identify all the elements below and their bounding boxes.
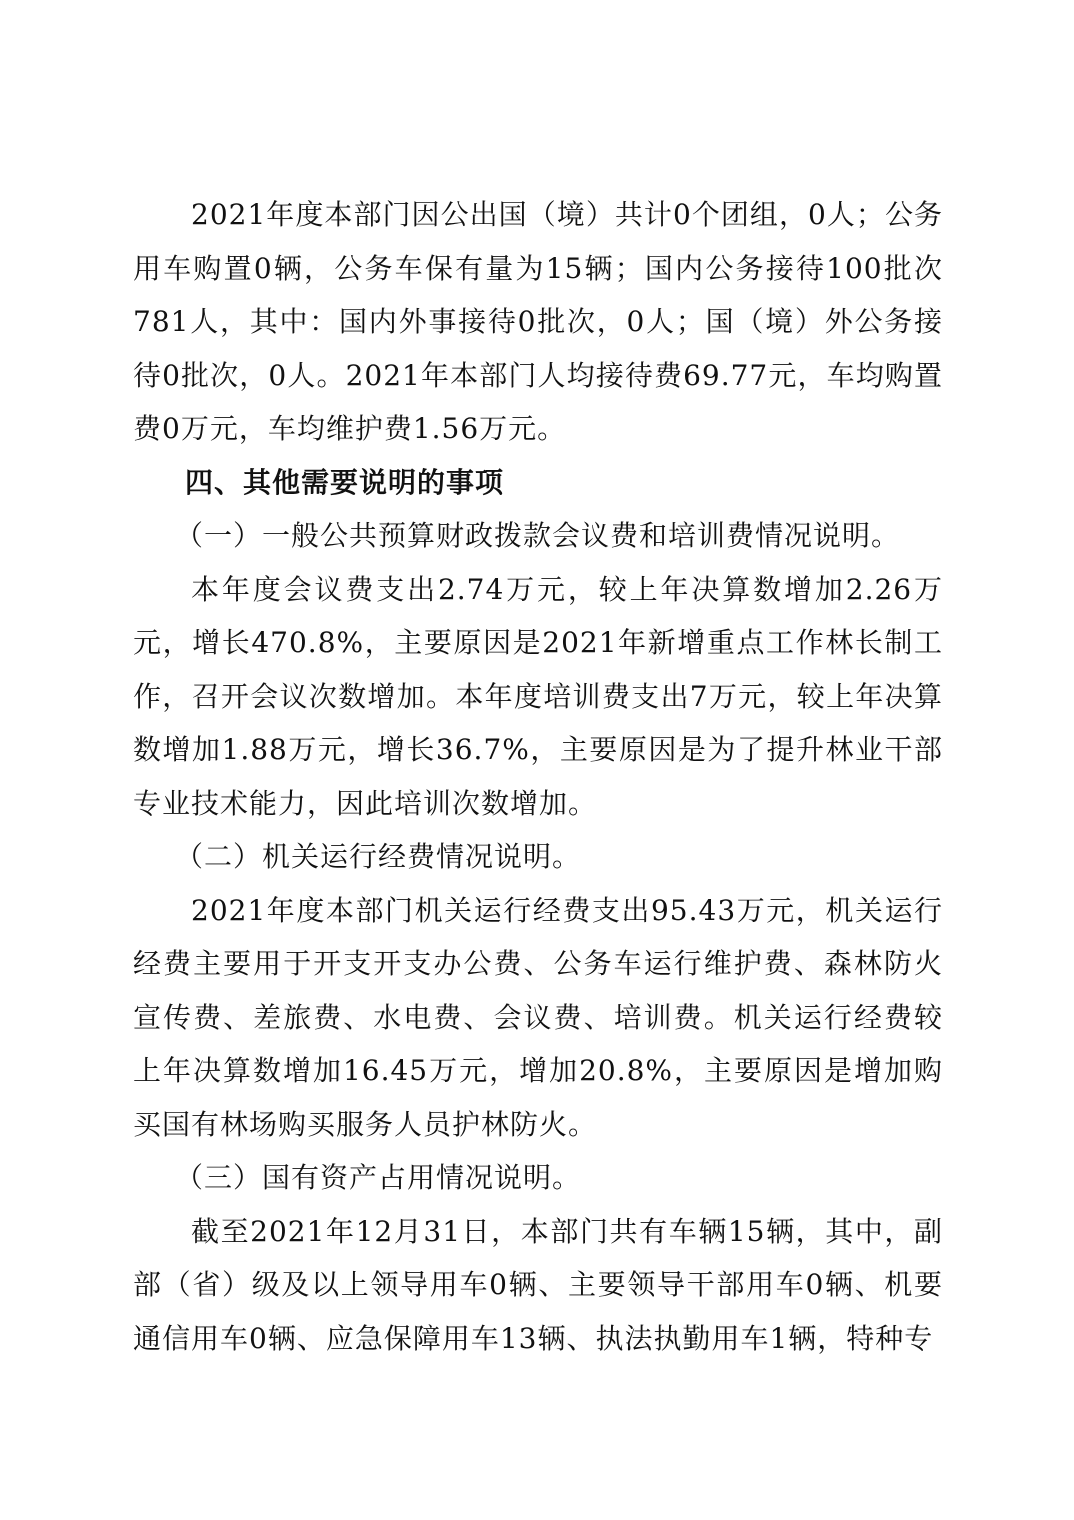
subheading-state-assets: （三）国有资产占用情况说明。 <box>175 1161 582 1194</box>
subheading-meeting-training-fees: （一）一般公共预算财政拨款会议费和培训费情况说明。 <box>175 519 901 552</box>
paragraph-official-reception-summary: 2021年度本部门因公出国（境）共计0个团组，0人；公务用车购置0辆，公务车保有量为15辆；国内公务接待100批次781人，其中：国内外事接待0批次，0人；国（境）外公务接待0批次，0人。2021年本部门人均接待费69.77元，车均购置费0万元，车均维护费1.56万元。 <box>133 198 943 445</box>
paragraph-operating-expenses: 2021年度本部门机关运行经费支出95.43万元，机关运行经费主要用于开支开支办公费、公务车运行维护费、森林防火宣传费、差旅费、水电费、会议费、培训费。机关运行经费较上年决算数增加16.45万元，增加20.8%，主要原因是增加购买国有林场购买服务人员护林防火。 <box>133 893 943 1141</box>
subheading-operating-expenses: （二）机关运行经费情况说明。 <box>175 840 582 873</box>
paragraph-meeting-training-fees: 本年度会议费支出2.74万元，较上年决算数增加2.26万元，增长470.8%，主要原因是2021年新增重点工作林长制工作，召开会议次数增加。本年度培训费支出7万元，较上年决算数增加1.88万元，增长36.7%，主要原因是为了提升林业干部专业技术能力，因此培训次数增加。 <box>133 572 943 820</box>
section-heading-other-matters: 四、其他需要说明的事项 <box>185 465 505 499</box>
body-text <box>133 188 943 1365</box>
paragraph-state-assets: 截至2021年12月31日，本部门共有车辆15辆，其中，副部（省）级及以上领导用车0辆、主要领导干部用车0辆、机要通信用车0辆、应急保障用车13辆、执法执勤用车1辆，特种专 <box>133 1214 943 1355</box>
